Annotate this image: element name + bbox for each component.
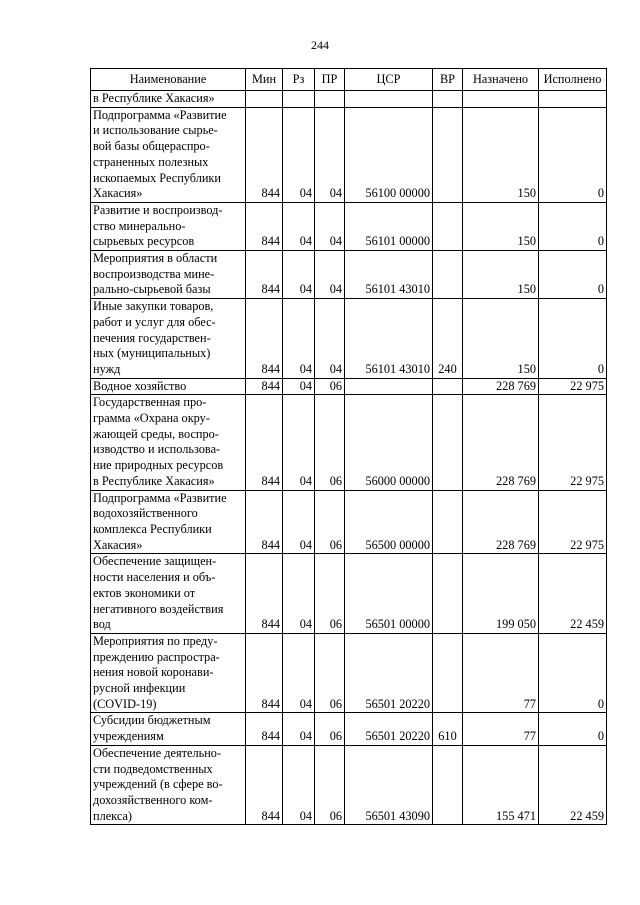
cell-min: 844 bbox=[246, 395, 283, 490]
cell-rz: 04 bbox=[283, 251, 315, 299]
cell-rz: 04 bbox=[283, 745, 315, 825]
cell-executed: 0 bbox=[539, 633, 607, 713]
cell-executed: 0 bbox=[539, 202, 607, 250]
cell-assigned: 150 bbox=[463, 299, 539, 379]
cell-min: 844 bbox=[246, 713, 283, 745]
cell-rz: 04 bbox=[283, 395, 315, 490]
cell-vr bbox=[433, 490, 463, 554]
col-header-executed: Исполнено bbox=[539, 69, 607, 91]
col-header-min: Мин bbox=[246, 69, 283, 91]
cell-pr: 06 bbox=[315, 490, 345, 554]
cell-assigned: 155 471 bbox=[463, 745, 539, 825]
cell-vr: 240 bbox=[433, 299, 463, 379]
cell-vr: 610 bbox=[433, 713, 463, 745]
cell-name: Мероприятия по преду- преждению распростра- нения новой коронави- русной инфекции (COVID-19) bbox=[91, 633, 246, 713]
cell-rz bbox=[283, 91, 315, 108]
cell-pr: 04 bbox=[315, 251, 345, 299]
cell-executed: 22 975 bbox=[539, 395, 607, 490]
cell-min bbox=[246, 91, 283, 108]
cell-name: Иные закупки товаров, работ и услуг для обес- печения государствен- ных (муниципальных) нужд bbox=[91, 299, 246, 379]
cell-csr bbox=[345, 91, 433, 108]
cell-name: Подпрограмма «Развитие водохозяйственного комплекса Республики Хакасия» bbox=[91, 490, 246, 554]
cell-name: Обеспечение защищен- ности населения и объ- ектов экономики от негативного воздействия вод bbox=[91, 554, 246, 634]
cell-csr: 56000 00000 bbox=[345, 395, 433, 490]
cell-pr: 04 bbox=[315, 299, 345, 379]
table-row bbox=[91, 91, 607, 108]
cell-min: 844 bbox=[246, 633, 283, 713]
cell-pr: 06 bbox=[315, 713, 345, 745]
cell-csr: 56501 00000 bbox=[345, 554, 433, 634]
cell-name: Государственная про- грамма «Охрана окру- жающей среды, воспро- изводство и использова- ние природных ресурсов в Республике Хакасия» bbox=[91, 395, 246, 490]
cell-vr bbox=[433, 633, 463, 713]
cell-vr bbox=[433, 91, 463, 108]
cell-min: 844 bbox=[246, 745, 283, 825]
cell-assigned: 228 769 bbox=[463, 395, 539, 490]
cell-name: Мероприятия в области воспроизводства мине- рально-сырьевой базы bbox=[91, 251, 246, 299]
cell-rz: 04 bbox=[283, 299, 315, 379]
cell-assigned: 228 769 bbox=[463, 490, 539, 554]
cell-executed: 0 bbox=[539, 713, 607, 745]
col-header-name: Наименование bbox=[91, 69, 246, 91]
cell-rz: 04 bbox=[283, 554, 315, 634]
cell-assigned: 150 bbox=[463, 107, 539, 202]
cell-csr: 56501 20220 bbox=[345, 713, 433, 745]
cell-rz: 04 bbox=[283, 202, 315, 250]
table-row bbox=[91, 107, 607, 202]
cell-rz: 04 bbox=[283, 107, 315, 202]
cell-vr bbox=[433, 251, 463, 299]
cell-assigned: 228 769 bbox=[463, 378, 539, 395]
table-row bbox=[91, 378, 607, 395]
table-row bbox=[91, 202, 607, 250]
cell-pr: 06 bbox=[315, 554, 345, 634]
cell-csr: 56101 43010 bbox=[345, 299, 433, 379]
cell-name: Субсидии бюджетным учреждениям bbox=[91, 713, 246, 745]
cell-vr bbox=[433, 107, 463, 202]
cell-csr: 56100 00000 bbox=[345, 107, 433, 202]
budget-table bbox=[90, 68, 607, 825]
cell-executed bbox=[539, 91, 607, 108]
cell-rz: 04 bbox=[283, 378, 315, 395]
col-header-rz: Рз bbox=[283, 69, 315, 91]
header-row bbox=[91, 69, 607, 91]
cell-assigned bbox=[463, 91, 539, 108]
cell-csr: 56101 00000 bbox=[345, 202, 433, 250]
cell-assigned: 77 bbox=[463, 633, 539, 713]
cell-assigned: 77 bbox=[463, 713, 539, 745]
col-header-pr: ПР bbox=[315, 69, 345, 91]
cell-rz: 04 bbox=[283, 633, 315, 713]
cell-min: 844 bbox=[246, 299, 283, 379]
col-header-vr: ВР bbox=[433, 69, 463, 91]
cell-min: 844 bbox=[246, 251, 283, 299]
page-number: 244 bbox=[311, 38, 329, 52]
cell-name: Обеспечение деятельно- сти подведомственных учреждений (в сфере во- дохозяйственного ком- плекса) bbox=[91, 745, 246, 825]
cell-vr bbox=[433, 554, 463, 634]
cell-rz: 04 bbox=[283, 490, 315, 554]
table-row bbox=[91, 395, 607, 490]
cell-rz: 04 bbox=[283, 713, 315, 745]
cell-name: в Республике Хакасия» bbox=[91, 91, 246, 108]
cell-min: 844 bbox=[246, 490, 283, 554]
cell-pr: 06 bbox=[315, 633, 345, 713]
table-row bbox=[91, 745, 607, 825]
table-row bbox=[91, 299, 607, 379]
cell-executed: 0 bbox=[539, 251, 607, 299]
cell-executed: 22 975 bbox=[539, 490, 607, 554]
cell-name: Подпрограмма «Развитие и использование сырье- вой базы общераспро- страненных полезных ископаемых Республики Хакасия» bbox=[91, 107, 246, 202]
cell-pr: 06 bbox=[315, 378, 345, 395]
table-row bbox=[91, 251, 607, 299]
cell-csr: 56101 43010 bbox=[345, 251, 433, 299]
cell-pr: 04 bbox=[315, 107, 345, 202]
cell-min: 844 bbox=[246, 202, 283, 250]
cell-min: 844 bbox=[246, 107, 283, 202]
table-row bbox=[91, 554, 607, 634]
cell-csr: 56501 20220 bbox=[345, 633, 433, 713]
cell-executed: 0 bbox=[539, 299, 607, 379]
cell-pr: 06 bbox=[315, 745, 345, 825]
cell-csr: 56500 00000 bbox=[345, 490, 433, 554]
cell-name: Водное хозяйство bbox=[91, 378, 246, 395]
cell-pr bbox=[315, 91, 345, 108]
cell-assigned: 150 bbox=[463, 202, 539, 250]
cell-csr: 56501 43090 bbox=[345, 745, 433, 825]
col-header-assigned: Назначено bbox=[463, 69, 539, 91]
cell-min: 844 bbox=[246, 378, 283, 395]
cell-pr: 04 bbox=[315, 202, 345, 250]
cell-executed: 0 bbox=[539, 107, 607, 202]
cell-min: 844 bbox=[246, 554, 283, 634]
cell-name: Развитие и воспроизвод- ство минерально- сырьевых ресурсов bbox=[91, 202, 246, 250]
cell-assigned: 199 050 bbox=[463, 554, 539, 634]
cell-pr: 06 bbox=[315, 395, 345, 490]
cell-vr bbox=[433, 745, 463, 825]
table-row bbox=[91, 633, 607, 713]
col-header-csr: ЦСР bbox=[345, 69, 433, 91]
cell-csr bbox=[345, 378, 433, 395]
table-row bbox=[91, 713, 607, 745]
cell-assigned: 150 bbox=[463, 251, 539, 299]
cell-vr bbox=[433, 395, 463, 490]
cell-executed: 22 459 bbox=[539, 745, 607, 825]
cell-vr bbox=[433, 202, 463, 250]
cell-vr bbox=[433, 378, 463, 395]
cell-executed: 22 459 bbox=[539, 554, 607, 634]
cell-executed: 22 975 bbox=[539, 378, 607, 395]
table-row bbox=[91, 490, 607, 554]
